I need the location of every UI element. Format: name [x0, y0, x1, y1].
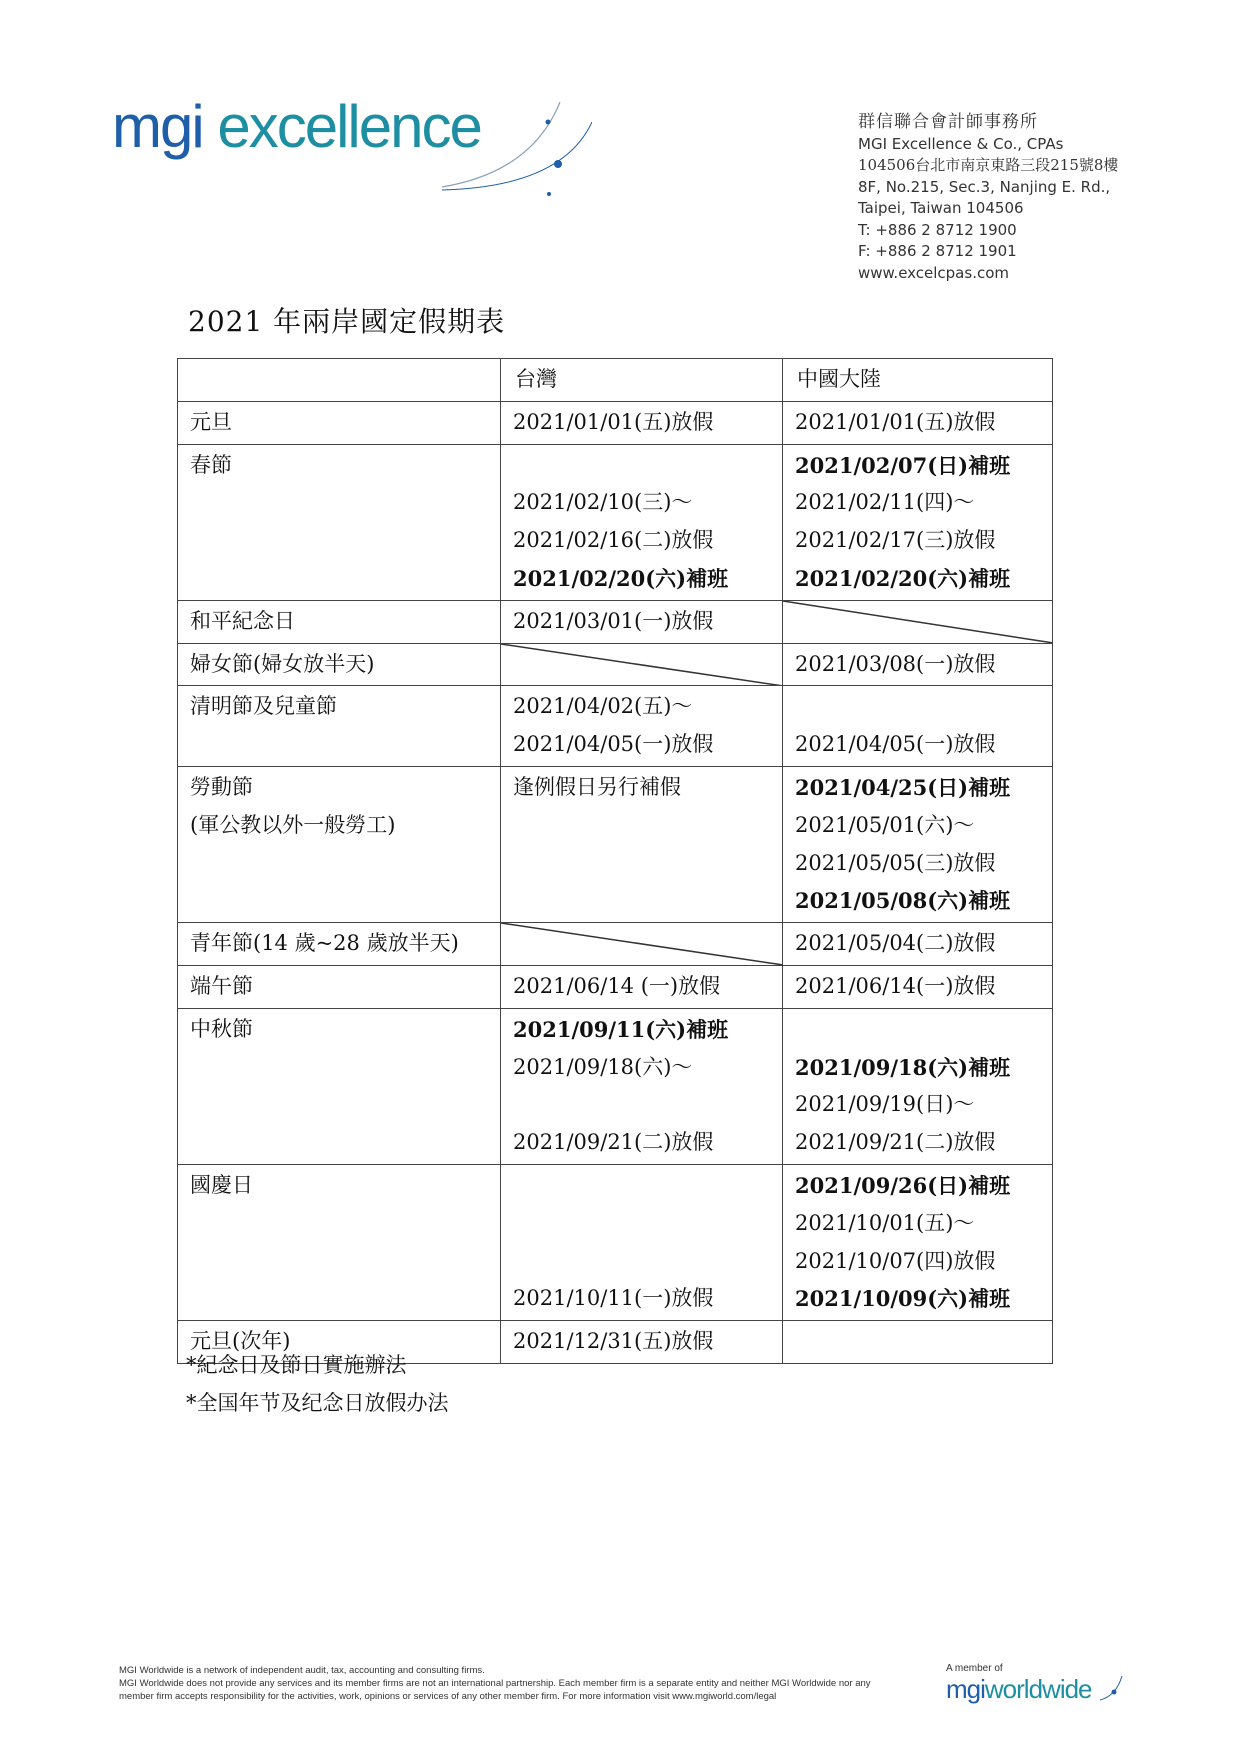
- taiwan-date: [513, 1086, 770, 1124]
- china-date: 2021/02/07(日)補班: [795, 452, 1011, 478]
- note-china-regulation[interactable]: *全国年节及纪念日放假办法: [186, 1391, 449, 1415]
- china-date-cell: [783, 1008, 1053, 1164]
- china-date: 2021/09/19(日)～: [795, 1092, 975, 1117]
- taiwan-date: [513, 1205, 770, 1243]
- header-holiday: [178, 359, 501, 402]
- website[interactable]: www.excelcpas.com: [858, 263, 1009, 282]
- table-row: [178, 1164, 1053, 1320]
- taiwan-date: 2021/10/11(一)放假: [513, 1286, 714, 1311]
- china-date: [795, 688, 1040, 726]
- china-date: 2021/05/04(二)放假: [795, 931, 996, 956]
- holiday-name-cell: [178, 923, 501, 966]
- holiday-name-cell: [178, 1008, 501, 1164]
- mgi-excellence-logo: [112, 92, 592, 202]
- taiwan-date: 2021/09/21(二)放假: [513, 1130, 714, 1155]
- member-label: A member of: [946, 1663, 1003, 1674]
- firm-name-zh: 群信聯合會計師事務所: [858, 112, 1038, 132]
- china-date: 2021/02/17(三)放假: [795, 528, 996, 553]
- china-date-cell: [783, 1321, 1053, 1364]
- fax: F: +886 2 8712 1901: [858, 242, 1017, 260]
- china-date-cell: [783, 766, 1053, 922]
- table-row: [178, 766, 1053, 922]
- holiday-name-cell: [178, 766, 501, 922]
- firm-address: [858, 112, 1118, 284]
- taiwan-date-cell: [501, 444, 783, 600]
- china-date-cell: [783, 401, 1053, 444]
- logo-excellence: excellence: [217, 93, 481, 160]
- holiday-name-cell: [178, 444, 501, 600]
- holiday-name: 元旦(次年): [190, 1329, 291, 1354]
- holiday-name: 國慶日: [190, 1172, 253, 1197]
- notes: [186, 1346, 449, 1422]
- table-row: [178, 923, 1053, 966]
- taiwan-date: 2021/01/01(五)放假: [513, 409, 714, 434]
- table-row: [178, 643, 1053, 686]
- china-date: 2021/10/01(五)～: [795, 1210, 975, 1235]
- china-date-cell: [783, 643, 1053, 686]
- taiwan-date: 2021/04/05(一)放假: [513, 732, 714, 757]
- member-swoosh-icon: [1098, 1674, 1128, 1702]
- mgi-worldwide-logo: [946, 1663, 1136, 1713]
- holiday-name: 勞動節: [190, 774, 253, 799]
- note-taiwan-regulation[interactable]: *紀念日及節日實施辦法: [186, 1353, 407, 1377]
- taiwan-date-cell: [501, 686, 783, 767]
- header-taiwan: 台灣: [501, 359, 783, 402]
- holiday-name: 和平紀念日: [190, 608, 295, 633]
- china-date: 2021/10/09(六)補班: [795, 1286, 1011, 1312]
- address-line2: Taipei, Taiwan 104506: [858, 199, 1024, 217]
- logo-mgi: mgi: [112, 93, 203, 160]
- holiday-name-cell: [178, 965, 501, 1008]
- taiwan-not-applicable-cell: [501, 643, 783, 686]
- holiday-name: 清明節及兒童節: [190, 694, 337, 719]
- china-date: 2021/04/05(一)放假: [795, 732, 996, 757]
- taiwan-date-cell: [501, 1008, 783, 1164]
- telephone: T: +886 2 8712 1900: [858, 220, 1017, 239]
- holiday-name: 青年節(14 歲~28 歲放半天): [190, 931, 459, 956]
- china-date: 2021/01/01(五)放假: [795, 409, 996, 434]
- table-row: [178, 686, 1053, 767]
- diagonal-slash-icon: [501, 923, 782, 965]
- page-title: 2021 年兩岸國定假期表: [188, 305, 506, 338]
- holiday-table: [177, 358, 1053, 1364]
- holiday-name: (軍公教以外一般勞工): [190, 812, 396, 837]
- taiwan-date: 2021/03/01(一)放假: [513, 608, 714, 633]
- china-date-cell: [783, 1164, 1053, 1320]
- diagonal-slash-icon: [783, 601, 1052, 643]
- china-date: 2021/05/08(六)補班: [795, 888, 1011, 914]
- address-line1: 8F, No.215, Sec.3, Nanjing E. Rd.,: [858, 177, 1111, 196]
- taiwan-not-applicable-cell: [501, 923, 783, 966]
- member-logo-worldwide: worldwide: [984, 1674, 1092, 1704]
- china-date: 2021/06/14(一)放假: [795, 973, 996, 998]
- taiwan-date-cell: [501, 1164, 783, 1320]
- china-date: 2021/09/21(二)放假: [795, 1130, 996, 1155]
- header-china: 中國大陸: [783, 359, 1053, 402]
- holiday-name-cell: [178, 600, 501, 643]
- diagonal-slash-icon: [501, 644, 782, 686]
- taiwan-date: [513, 1167, 770, 1205]
- footer-line: MGI Worldwide does not provide any services and its member firms are not an international partnership. Each member firm is a separate entity and neither MGI Worldwide nor any: [119, 1678, 871, 1689]
- holiday-name: 端午節: [190, 973, 253, 998]
- china-date-cell: [783, 965, 1053, 1008]
- china-not-applicable-cell: [783, 600, 1053, 643]
- taiwan-date: 2021/09/11(六)補班: [513, 1016, 729, 1042]
- holiday-name-cell: [178, 643, 501, 686]
- taiwan-date: 2021/04/02(五)～: [513, 694, 693, 719]
- member-logo-mgi: mgi: [946, 1674, 985, 1704]
- china-date: [795, 1011, 1040, 1049]
- taiwan-date-cell: [501, 766, 783, 922]
- china-date: 2021/02/20(六)補班: [795, 565, 1011, 591]
- holiday-name: 婦女節(婦女放半天): [190, 651, 375, 676]
- china-date: 2021/10/07(四)放假: [795, 1248, 996, 1273]
- taiwan-date: 2021/02/20(六)補班: [513, 565, 729, 591]
- china-date: 2021/03/08(一)放假: [795, 651, 996, 676]
- china-date: 2021/02/11(四)～: [795, 490, 975, 515]
- table-row: [178, 600, 1053, 643]
- table-body: [178, 401, 1053, 1363]
- taiwan-date: 逢例假日另行補假: [513, 774, 681, 799]
- address-zh: 104506台北市南京東路三段215號8樓: [858, 156, 1119, 174]
- china-date: 2021/05/01(六)～: [795, 812, 975, 837]
- china-date: 2021/09/18(六)補班: [795, 1054, 1011, 1080]
- table-row: [178, 401, 1053, 444]
- holiday-name-cell: [178, 401, 501, 444]
- holiday-name: 元旦: [190, 409, 232, 434]
- table-header-row: [178, 359, 1053, 402]
- taiwan-date: [513, 447, 770, 485]
- holiday-name-cell: [178, 686, 501, 767]
- taiwan-date-cell: [501, 965, 783, 1008]
- footer-line: member firm accepts responsibility for the activities, work, opinions or services of any other member firm. For more information visit www.mgiworld.com/legal: [119, 1691, 777, 1702]
- taiwan-date-cell: [501, 401, 783, 444]
- taiwan-date: 2021/02/10(三)～: [513, 490, 693, 515]
- taiwan-date: 2021/06/14 (一)放假: [513, 973, 721, 998]
- china-date-cell: [783, 444, 1053, 600]
- holiday-name: 中秋節: [190, 1016, 253, 1041]
- taiwan-date: 2021/12/31(五)放假: [513, 1329, 714, 1354]
- table-row: [178, 444, 1053, 600]
- taiwan-date: 2021/09/18(六)～: [513, 1054, 693, 1079]
- taiwan-date-cell: [501, 600, 783, 643]
- footer-disclaimer: [119, 1664, 871, 1703]
- taiwan-date: [513, 1243, 770, 1281]
- logo-swoosh-icon: [112, 92, 592, 202]
- china-date-cell: [783, 923, 1053, 966]
- china-date: 2021/04/25(日)補班: [795, 774, 1011, 800]
- china-date: [795, 1323, 1040, 1361]
- china-date: 2021/09/26(日)補班: [795, 1172, 1011, 1198]
- taiwan-date-cell: [501, 1321, 783, 1364]
- firm-name-en: MGI Excellence & Co., CPAs: [858, 134, 1064, 153]
- table-row: [178, 1008, 1053, 1164]
- taiwan-date: 2021/02/16(二)放假: [513, 528, 714, 553]
- table-row: [178, 965, 1053, 1008]
- holiday-name: 春節: [190, 452, 232, 477]
- china-date-cell: [783, 686, 1053, 767]
- china-date: 2021/05/05(三)放假: [795, 850, 996, 875]
- footer-line: MGI Worldwide is a network of independent audit, tax, accounting and consulting firms.: [119, 1665, 485, 1676]
- holiday-name-cell: [178, 1164, 501, 1320]
